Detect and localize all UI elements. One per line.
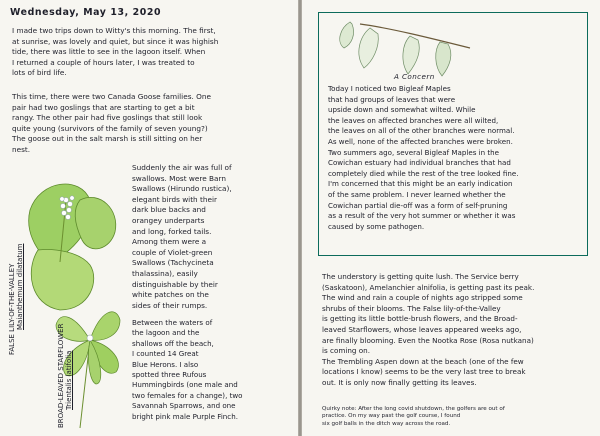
paragraph-morning-trips: I made two trips down to Witty's this morning. The first, at sunrise, was lovely and quiet, but since it was highish tide, there was little to see in the lagoon itself. When I returned a couple of hours later, I was treated to lots of bird life. [12,26,219,78]
maple-leaf-4 [436,42,451,76]
paragraph-geese: This time, there were two Canada Goose families. One pair had two goslings that are starting to get a bit rangy. The other pair had five goslings that still look quite young (survivors of the family of seven young?) The goose out in the salt marsh is still sitting on her nest. [12,92,211,154]
lily-leaf-2 [31,250,93,310]
paragraph-swallows: Suddenly the air was full of swallows. Most were Barn Swallows (Hirundo rustica), elegant birds with their dark blue backs and orangey underparts and long, forked tails. Among them were a couple of Violet-green Swallows (Tachycineta thalassina), easily distinguishable by their white patches on the sides of their rumps. [132,163,232,310]
maple-leaf-2 [340,22,354,48]
page-date-title: Wednesday, May 13, 2020 [10,7,162,18]
paragraph-concern: Today I noticed two Bigleaf Maples that had groups of leaves that were upside down and somewhat wilted. While the leaves on affected branches were all wilted, the leaves on all of the other branches were normal. As well, none of the affected branches were broken. Two summers ago, several Bigleaf Maples in the Cowichan estuary had individual branches that had completely died while the rest of the tree looked fine. I'm concerned that this might be an early indication of the same problem. I never learned whether the Cowichan partial die-off was a form of self-pruning as a result of the very hot summer or whether it was caused by some pathogen. [328,84,519,231]
maple-leaf-1 [359,28,378,68]
label-false-lily [8,264,16,355]
left-page [0,0,298,436]
starflower-leaf-1 [90,312,120,341]
label-starflower-latin: Trientalis latifolia [65,350,73,410]
label-starflower: BROAD-LEAVED STARFLOWER [57,323,65,428]
starflower-bloom [87,335,93,341]
quirky-note: Quirky note: After the long covid shutdown, the golfers are out of practice. On my way past the golf course, I found six golf balls in the ditch way across the road. [322,406,505,427]
right-page [302,0,600,436]
label-false-lily-latin: Maianthemum dilatatum [16,243,24,330]
label-false-lily-text: FALSE LILY-OF-THE-VALLEY [8,263,16,355]
paragraph-herons: Between the waters of the lagoon and the shallows off the beach, I counted 14 Great Blue Herons. I also spotted three Rufous Hummingbirds (one male and two females for a change), two Savannah Sparrows, and one bright pink male Purple Finch. [132,318,243,421]
plant-illustration [20,170,132,432]
maple-leaf-3 [403,36,419,74]
paragraph-understory: The understory is getting quite lush. The Service berry (Saskatoon), Amelanchier alnifolia, is getting past its peak. The wind and rain a couple of nights ago stripped some shrubs of their blooms. The False lily-of-the-Valley is getting its little bottle-brush flowers, and the Broad- leaved Starflowers, whose leaves appeared weeks ago, are finally blooming. Even the Nootka Rose (Rosa nutkana) is coming on. The Trembling Aspen down at the beach (one of the few locations I know) seems to be the very last tree to break out. It is only now finally getting its leaves. [322,272,535,387]
concern-title: A Concern [394,72,435,81]
lily-leaf-3 [75,197,116,248]
